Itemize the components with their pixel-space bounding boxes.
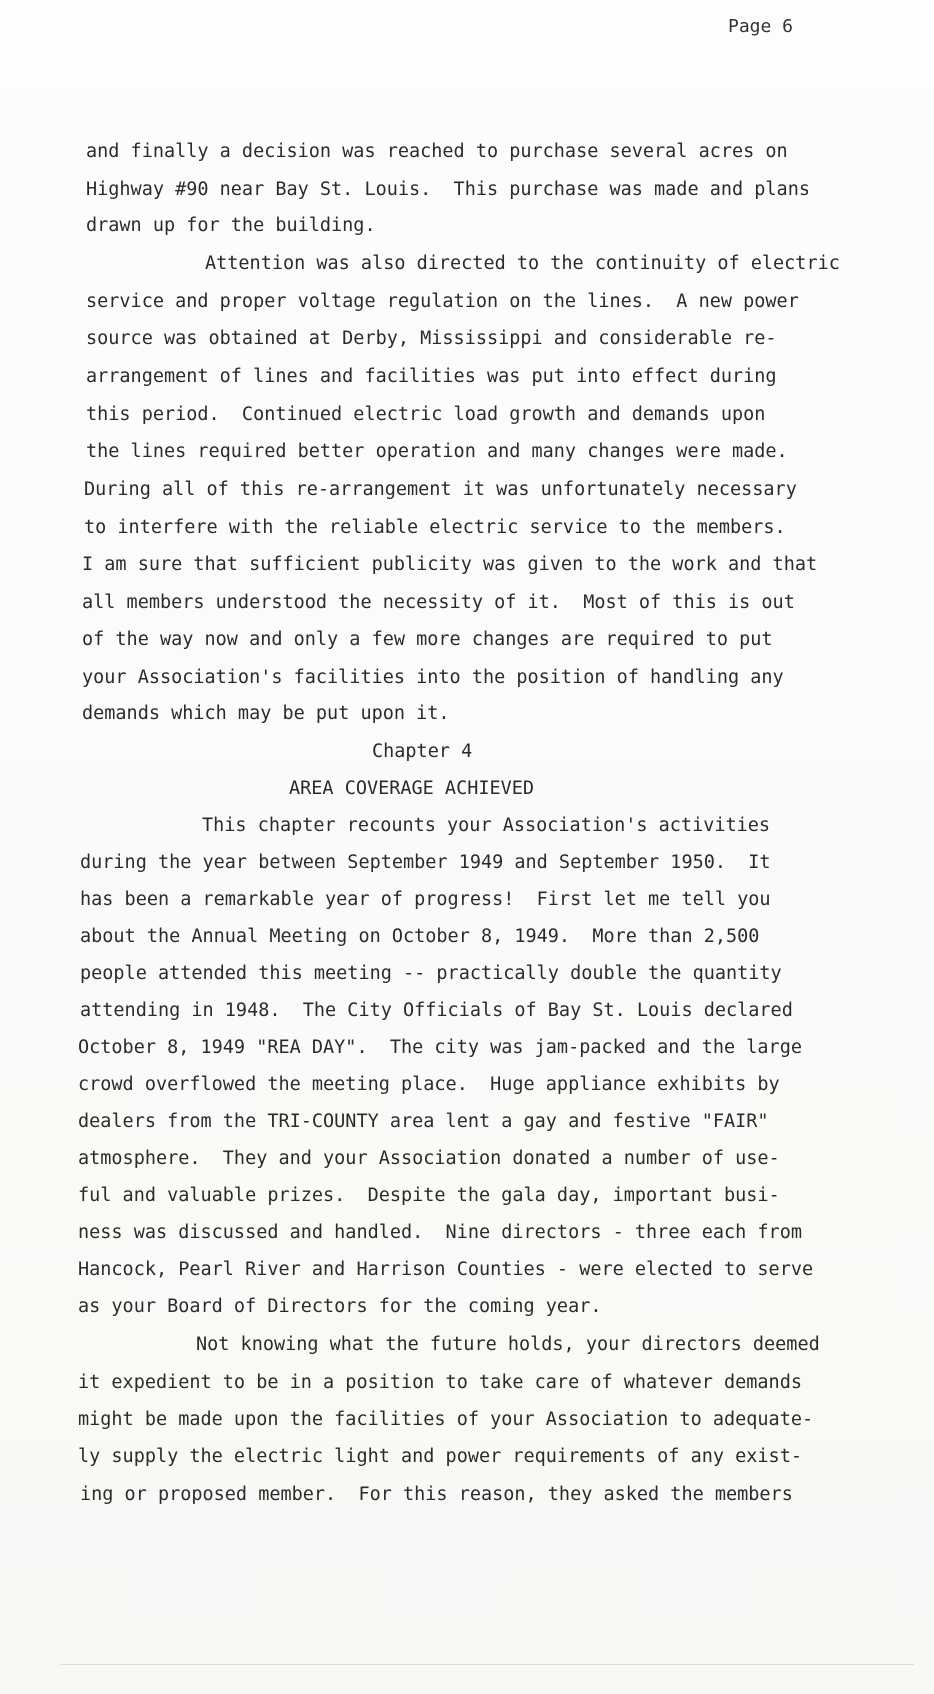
text-line: During all of this re-arrangement it was unfortunately necessary xyxy=(84,479,797,500)
text-line: ing or proposed member. For this reason, they asked the members xyxy=(80,1484,793,1505)
text-line: your Association's facilities into the position of handling any xyxy=(82,667,784,688)
text-line: has been a remarkable year of progress! First let me tell you xyxy=(80,889,771,910)
text-line: and finally a decision was reached to purchase several acres on xyxy=(86,141,788,162)
text-line: demands which may be put upon it. xyxy=(82,703,450,724)
text-line: Not knowing what the future holds, your directors deemed xyxy=(196,1334,820,1355)
page-number: Page 6 xyxy=(728,16,794,37)
text-line: Attention was also directed to the continuity of electric xyxy=(205,253,840,274)
text-line: this period. Continued electric load growth and demands upon xyxy=(86,404,766,425)
text-line: Hancock, Pearl River and Harrison Counties - were elected to serve xyxy=(78,1259,814,1280)
text-line: atmosphere. They and your Association donated a number of use- xyxy=(78,1148,780,1169)
text-line: ness was discussed and handled. Nine directors - three each from xyxy=(78,1222,802,1243)
text-line: to interfere with the reliable electric service to the members. xyxy=(84,517,786,538)
text-line: it expedient to be in a position to take care of whatever demands xyxy=(78,1372,802,1393)
text-line: people attended this meeting -- practically double the quantity xyxy=(80,963,782,984)
text-line: ful and valuable prizes. Despite the gala day, important busi- xyxy=(78,1185,780,1206)
text-line: I am sure that sufficient publicity was given to the work and that xyxy=(82,554,818,575)
chapter-title: AREA COVERAGE ACHIEVED xyxy=(289,778,535,799)
page-bottom-edge xyxy=(60,1664,914,1665)
text-line: crowd overflowed the meeting place. Huge appliance exhibits by xyxy=(78,1074,780,1095)
text-line: arrangement of lines and facilities was put into effect during xyxy=(86,366,777,387)
text-line: Highway #90 near Bay St. Louis. This purchase was made and plans xyxy=(86,179,810,200)
text-line: during the year between September 1949 and September 1950. It xyxy=(80,852,771,873)
text-line: service and proper voltage regulation on the lines. A new power xyxy=(86,291,799,312)
text-line: October 8, 1949 "REA DAY". The city was jam-packed and the large xyxy=(78,1037,802,1058)
text-line: attending in 1948. The City Officials of Bay St. Louis declared xyxy=(80,1000,793,1021)
text-line: ly supply the electric light and power requirements of any exist- xyxy=(78,1446,802,1467)
text-line: of the way now and only a few more changes are required to put xyxy=(82,629,773,650)
text-line: source was obtained at Derby, Mississippi and considerable re- xyxy=(86,328,777,349)
text-line: about the Annual Meeting on October 8, 1949. More than 2,500 xyxy=(80,926,760,947)
text-line: dealers from the TRI-COUNTY area lent a gay and festive "FAIR" xyxy=(78,1111,769,1132)
text-line: all members understood the necessity of it. Most of this is out xyxy=(82,592,795,613)
text-line: might be made upon the facilities of your Association to adequate- xyxy=(78,1409,814,1430)
text-line: This chapter recounts your Association's activities xyxy=(202,815,771,836)
text-line: as your Board of Directors for the coming year. xyxy=(78,1296,602,1317)
chapter-number: Chapter 4 xyxy=(372,741,473,762)
text-line: the lines required better operation and many changes were made. xyxy=(86,441,788,462)
text-line: drawn up for the building. xyxy=(86,215,376,236)
